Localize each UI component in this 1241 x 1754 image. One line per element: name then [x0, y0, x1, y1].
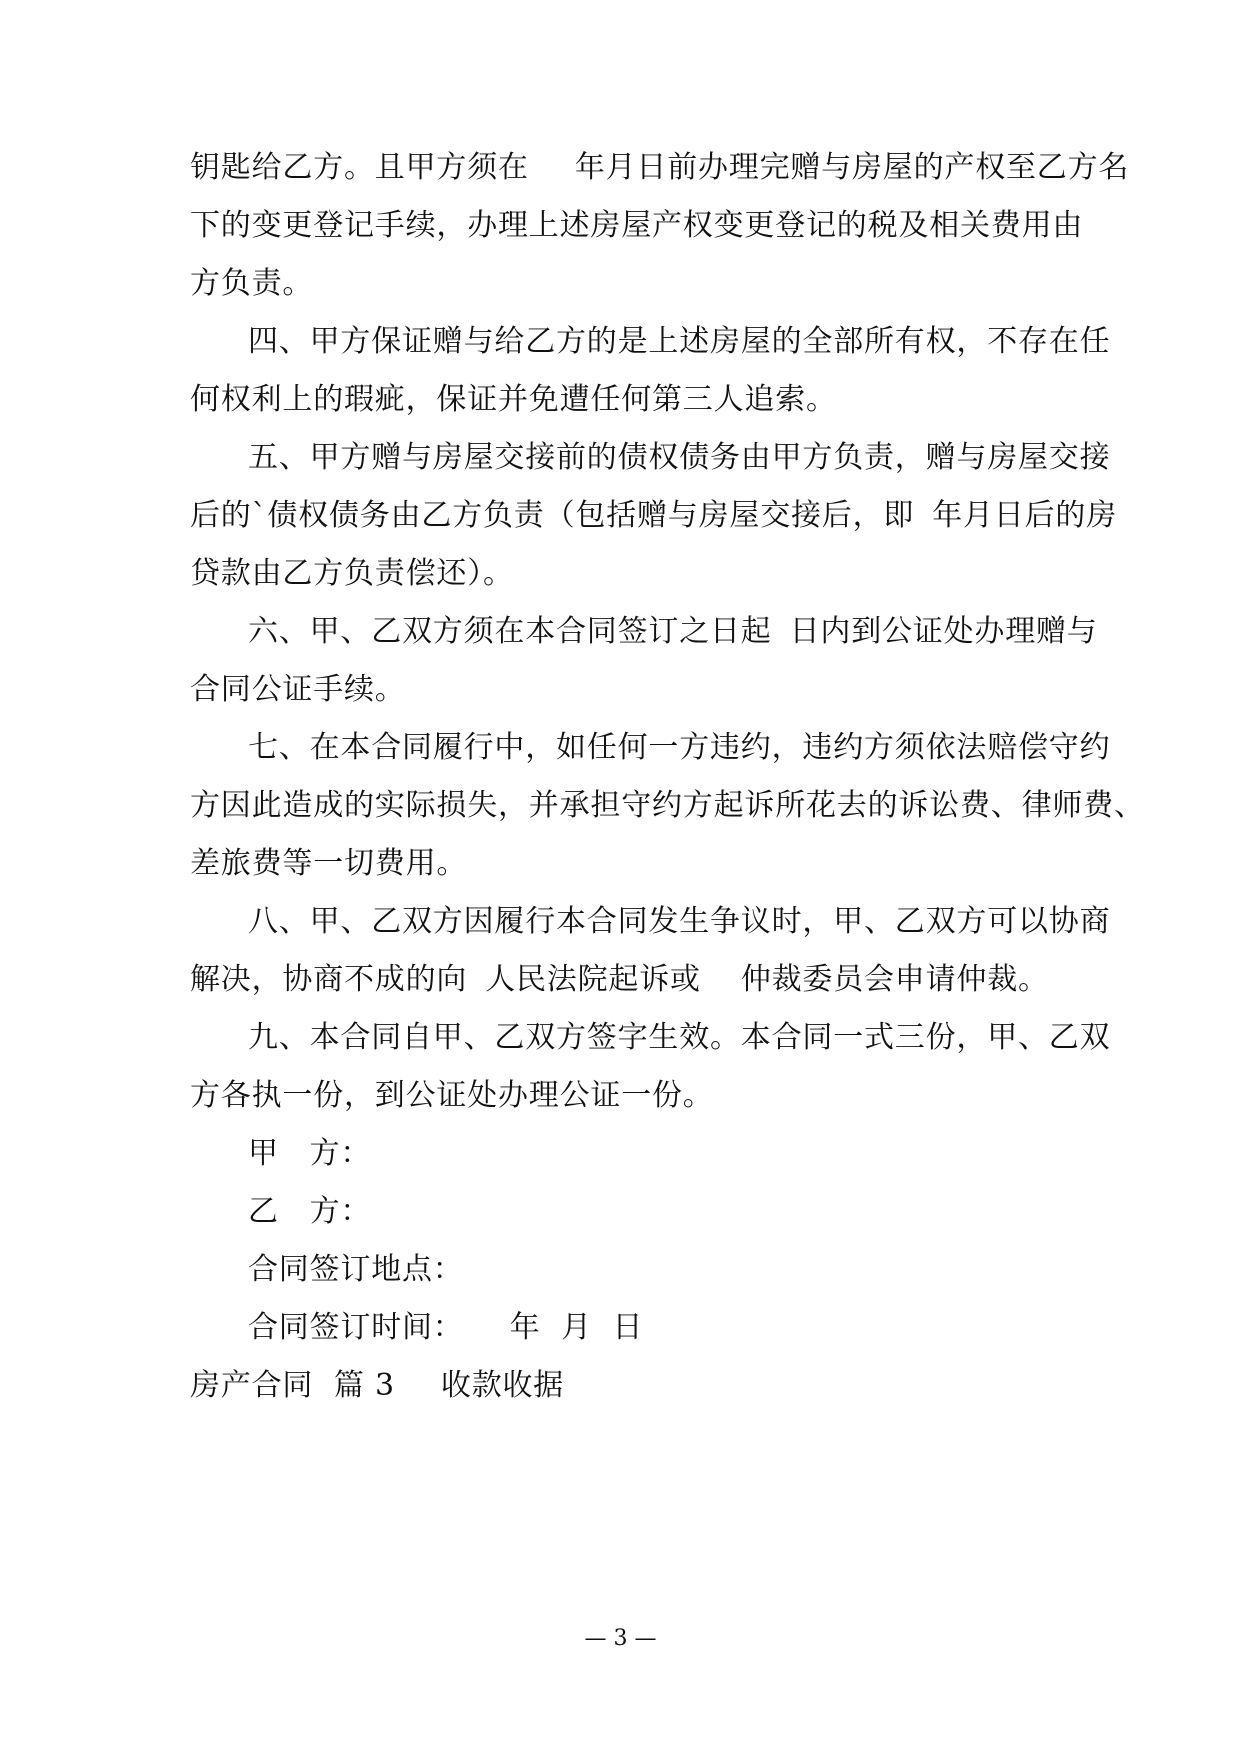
paragraph-line [190, 496, 1117, 536]
text-segment: 人民法院起诉或 [485, 962, 701, 997]
paragraph-line: 方因此造成的实际损失，并承担守约方起诉所花去的诉讼费、律师费、 [190, 788, 1145, 823]
text-segment: 后的`债权债务由乙方负责（包括赠与房屋交接后，即 [190, 498, 915, 533]
signing-time [248, 1308, 643, 1348]
paragraph-line: 差旅费等一切费用。 [190, 846, 468, 881]
paragraph-line: 何权利上的瑕疵，保证并免遭任何第三人追索。 [190, 382, 837, 417]
paragraph-line: 七、在本合同履行中，如任何一方违约，违约方须依法赔偿守约 [248, 730, 1111, 765]
page-number: — 3 — [584, 1626, 657, 1651]
paragraph-line [190, 148, 1129, 188]
section-subtitle: 收款收据 [440, 1368, 565, 1403]
text-segment: 年月日前办理完赠与房屋的产权至乙方名 [574, 150, 1130, 185]
text-segment: 仲裁委员会申请仲裁。 [740, 962, 1049, 997]
text-segment: 解决，协商不成的向 [190, 962, 468, 997]
signing-time-value: 年 月 日 [509, 1310, 644, 1345]
paragraph-line: 合同公证手续。 [190, 672, 406, 707]
signing-time-label: 合同签订时间： [248, 1310, 464, 1345]
paragraph-line: 八、甲、乙双方因履行本合同发生争议时，甲、乙双方可以协商 [248, 904, 1111, 939]
party-b-signature: 乙 方： [248, 1194, 372, 1229]
paragraph-line: 方负责。 [190, 266, 314, 301]
party-a-signature: 甲 方： [248, 1136, 372, 1171]
paragraph-line [248, 612, 1098, 652]
paragraph-line: 方各执一份，到公证处办理公证一份。 [190, 1078, 714, 1113]
paragraph-line [190, 960, 1049, 1000]
paragraph-line: 下的变更登记手续，办理上述房屋产权变更登记的税及相关费用由 [190, 208, 1084, 243]
text-segment: 日内到公证处办理赠与 [789, 614, 1098, 649]
text-segment: 钥匙给乙方。且甲方须在 [190, 150, 529, 185]
section-heading [190, 1366, 564, 1406]
paragraph-line: 五、甲方赠与房屋交接前的债权债务由甲方负责，赠与房屋交接 [248, 440, 1111, 475]
paragraph-line: 九、本合同自甲、乙双方签字生效。本合同一式三份，甲、乙双 [248, 1020, 1111, 1055]
signing-place: 合同签订地点： [248, 1252, 464, 1287]
section-title: 房产合同 篇 3 [190, 1368, 395, 1403]
paragraph-line: 四、甲方保证赠与给乙方的是上述房屋的全部所有权，不存在任 [248, 324, 1111, 359]
text-segment: 六、甲、乙双方须在本合同签订之日起 [248, 614, 772, 649]
paragraph-line: 贷款由乙方负责偿还）。 [190, 556, 514, 591]
text-segment: 年月日后的房 [932, 498, 1118, 533]
